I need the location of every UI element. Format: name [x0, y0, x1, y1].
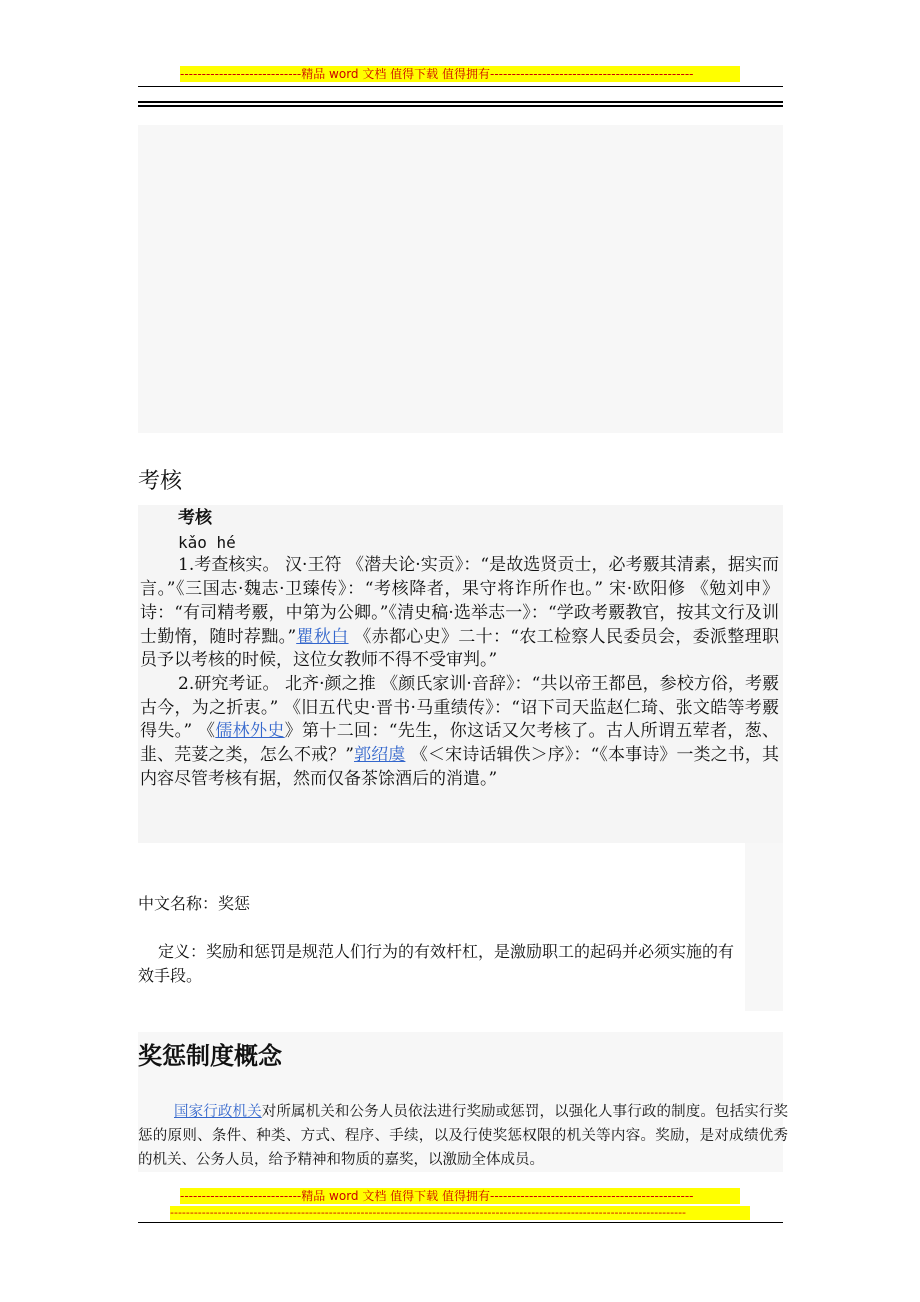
entry-meaning-1 — [140, 554, 779, 673]
image-placeholder — [138, 125, 783, 433]
concept-paragraph — [138, 1100, 788, 1172]
chinese-name: 中文名称：奖惩 — [138, 894, 251, 913]
definition-text: 定义：奖励和惩罚是规范人们行为的有效杆杠，是激励职工的起码并必须实施的有效手段。 — [138, 942, 735, 985]
concept-text: 对所属机关和公务人员依法进行奖励或惩罚，以强化人事行政的制度。包括实行奖惩的原则、条件、种类、方式、程序、手续，以及行使奖惩权限的机关等内容。奖励，是对成绩优秀的机关、公务人员，给予精神和物质的嘉奖，以激励全体成员。 — [138, 1104, 788, 1168]
header-banner: ----------------------------精品 word 文档 值得下载 值得拥有----------------------------------------------- — [180, 66, 740, 82]
dictionary-entry — [138, 505, 783, 843]
meaning-2-text-end: 《＜宋诗话辑佚＞序》：“《本事诗》一类之书，其内容尽管考核有据，然而仅备茶馀酒后的消遣。” — [140, 745, 779, 789]
footer-banner: ----------------------------精品 word 文档 值得下载 值得拥有----------------------------------------------- — [180, 1188, 740, 1204]
header-rule-thin — [138, 86, 783, 87]
concept-title: 奖惩制度概念 — [138, 1042, 282, 1070]
header-rule-thick-2 — [138, 105, 783, 107]
link-guo-shaoyu[interactable]: 郭绍虞 — [353, 745, 406, 766]
link-qu-qiubai[interactable]: 瞿秋白 — [296, 626, 349, 647]
meaning-2-text: 2.研究考证。 北齐·颜之推 《颜氏家训·音辞》：“共以帝王都邑，参校方俗，考覈古今，为之折衷。” 《旧五代史·晋书·马重绩传》：“诏下司天监赵仁琦、张文皓等考覈得失。” 《 — [140, 673, 779, 742]
footer-dash-band: ---------------------------------------------------------------------------------------------------------------------------------- — [170, 1206, 750, 1220]
section-title: 考核 — [138, 469, 183, 494]
entry-headword: 考核 — [178, 508, 212, 528]
link-state-admin-organ[interactable]: 国家行政机关 — [174, 1104, 262, 1120]
header-rule-thick-1 — [138, 101, 783, 103]
side-shade — [745, 843, 783, 1011]
footer-rule — [138, 1222, 783, 1223]
meaning-1-text-cont: 《赤都心史》二十：“农工检察人民委员会，委派整理职员予以考核的时候，这位女教师不得不受审判。” — [140, 626, 779, 671]
entry-meaning-2 — [140, 673, 779, 792]
meaning-2-text-cont: 》第十二回：“先生，你这话又欠考核了。古人所谓五荤者，葱、韭、芫荽之类，怎么不戒？” — [140, 721, 779, 766]
link-rulin-waishi[interactable]: 儒林外史 — [215, 721, 285, 742]
entry-pinyin: kǎo hé — [178, 532, 236, 552]
meaning-1-text: 1.考查核实。 汉·王符 《潜夫论·实贡》：“是故选贤贡士，必考覈其清素，据实而言。”《三国志·魏志·卫臻传》：“考核降者，果守将诈所作也。” 宋·欧阳修 《勉刘申》诗：“有司精考覈，中第为公卿。”《清史稿·选举志一》：“学政考覈教官，按其文行及训士勤惰，随时荐黜。” — [140, 555, 779, 647]
